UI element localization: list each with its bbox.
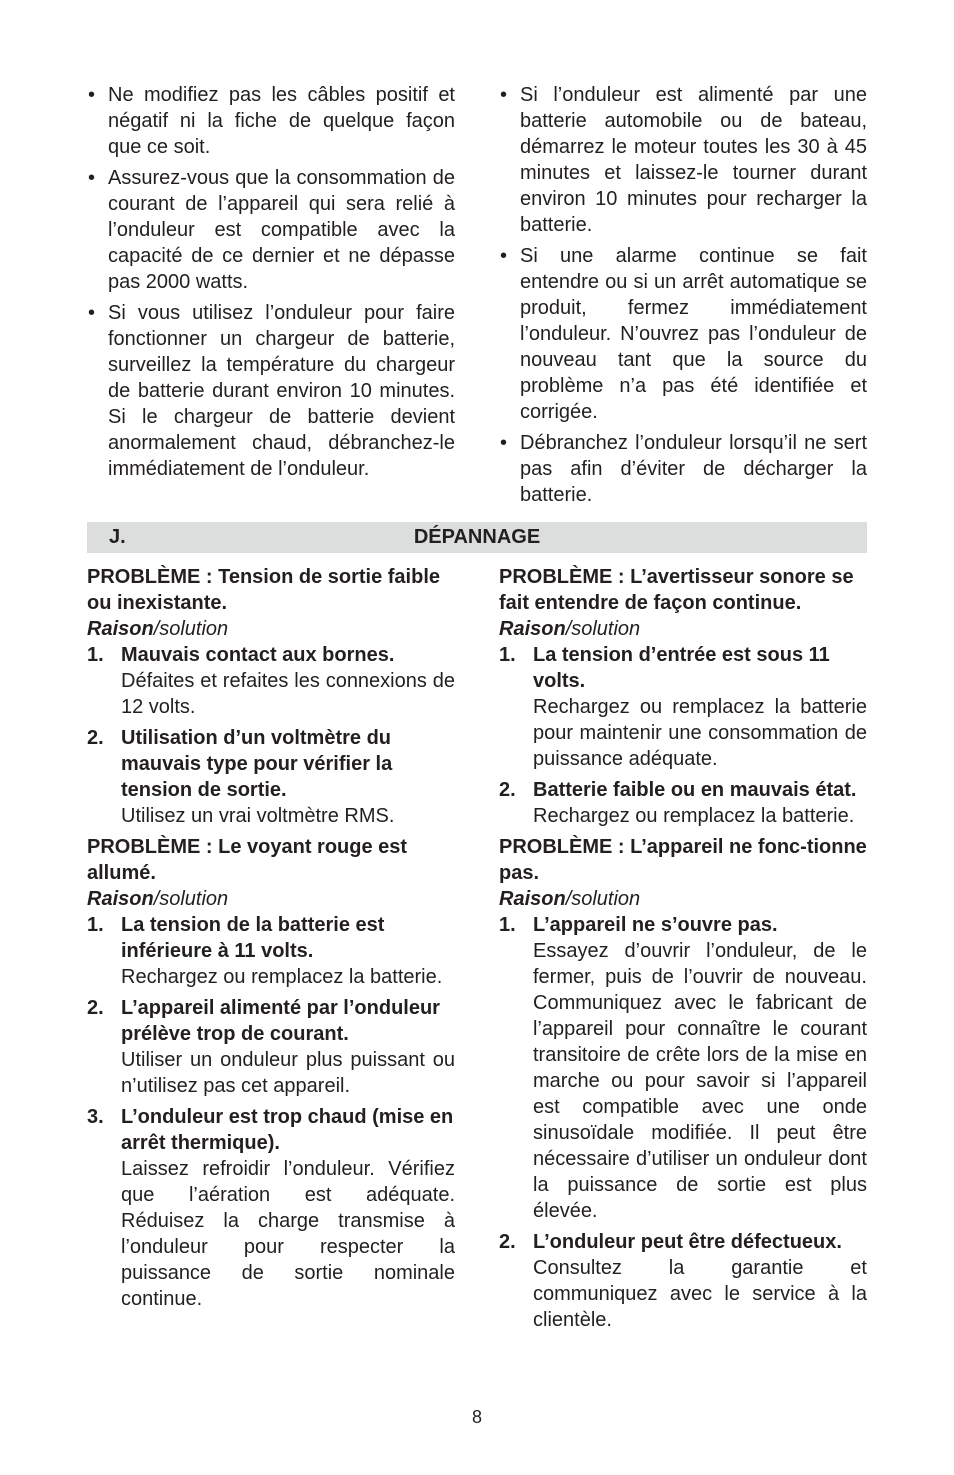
cause-solution: Rechargez ou remplacez la batterie. bbox=[121, 966, 443, 988]
reason-solution-label bbox=[499, 616, 867, 642]
bullet-item: • Débranchez l’onduleur lorsqu’il ne sert pas afin d’éviter de décharger la batterie. bbox=[499, 430, 867, 508]
cause-number: 2. bbox=[499, 1231, 516, 1253]
cause-solution: Rechargez ou remplacez la batterie pour maintenir une consommation de puissance adéquate. bbox=[533, 696, 867, 770]
bullet-item: • Si une alarme continue se fait entendre ou si un arrêt automatique se produit, fermez immédiatement l’onduleur. N’ouvrez pas l’onduleur de nouveau tant que la source du problème n’a pas été identifiée et corrigée. bbox=[499, 243, 867, 425]
reason-label: Raison bbox=[87, 888, 154, 910]
cause-solution: Consultez la garantie et communiquez avec le service à la clientèle. bbox=[533, 1257, 867, 1331]
reason-label: Raison bbox=[499, 888, 566, 910]
cause-item bbox=[87, 912, 455, 990]
problem-title: PROBLÈME : Tension de sortie faible ou inexistante. bbox=[87, 566, 441, 614]
top-left-column bbox=[87, 82, 455, 487]
problem-title: PROBLÈME : L’appareil ne fonc-tionne pas. bbox=[499, 836, 867, 884]
troubleshooting-left-column bbox=[87, 564, 455, 1317]
cause-title: L’onduleur peut être défectueux. bbox=[533, 1231, 842, 1253]
cause-title: Mauvais contact aux bornes. bbox=[121, 644, 395, 666]
solution-label: /solution bbox=[153, 888, 229, 910]
cause-item bbox=[87, 1104, 455, 1312]
cause-title: L’appareil ne s’ouvre pas. bbox=[533, 914, 778, 936]
cause-item bbox=[87, 995, 455, 1099]
cause-title: L’appareil alimenté par l’onduleur prélève trop de courant. bbox=[121, 997, 440, 1045]
cause-title: Batterie faible ou en mauvais état. bbox=[533, 779, 857, 801]
problem-block bbox=[499, 834, 867, 1333]
reason-solution-label bbox=[87, 886, 455, 912]
cause-list bbox=[87, 912, 455, 1312]
bullet-list bbox=[499, 82, 867, 508]
cause-list bbox=[499, 642, 867, 829]
cause-number: 1. bbox=[499, 914, 516, 936]
cause-title: L’onduleur est trop chaud (mise en arrêt thermique). bbox=[121, 1106, 454, 1154]
solution-label: /solution bbox=[565, 618, 641, 640]
cause-solution: Essayez d’ouvrir l’onduleur, de le fermer, puis de l’ouvrir de nouveau. Communiquez avec le fabricant de l’appareil pour connaître le courant transitoire de crête lors de la mise en marche ou pour savoir si l’appareil est compatible avec une onde sinusoïdale modifiée. Il peut être nécessaire d’utiliser un onduleur dont la puissance de sortie est plus élevée. bbox=[533, 940, 867, 1222]
cause-solution: Utiliser un onduleur plus puissant ou n’utilisez pas cet appareil. bbox=[121, 1049, 455, 1097]
problem-block bbox=[87, 834, 455, 1312]
problem-title: PROBLÈME : Le voyant rouge est allumé. bbox=[87, 836, 408, 884]
cause-number: 1. bbox=[87, 644, 104, 666]
cause-number: 2. bbox=[87, 997, 104, 1019]
solution-label: /solution bbox=[565, 888, 641, 910]
cause-list bbox=[499, 912, 867, 1333]
cause-item bbox=[499, 777, 867, 829]
section-header bbox=[87, 522, 867, 553]
cause-title: La tension d’entrée est sous 11 volts. bbox=[533, 644, 830, 692]
reason-label: Raison bbox=[499, 618, 566, 640]
cause-title: Utilisation d’un voltmètre du mauvais type pour vérifier la tension de sortie. bbox=[121, 727, 393, 801]
page-number: 8 bbox=[471, 1407, 482, 1427]
bullet-list bbox=[87, 82, 455, 482]
cause-item bbox=[499, 912, 867, 1224]
cause-solution: Laissez refroidir l’onduleur. Vérifiez que l’aération est adéquate. Réduisez la charge transmise à l’onduleur pour respecter la puissance de sortie nominale continue. bbox=[121, 1158, 455, 1310]
cause-solution: Utilisez un vrai voltmètre RMS. bbox=[121, 805, 395, 827]
bullet-item: • Si l’onduleur est alimenté par une batterie automobile ou de bateau, démarrez le moteur toutes les 30 à 45 minutes et laissez-le tourner durant environ 10 minutes pour recharger la batterie. bbox=[499, 82, 867, 238]
problem-block bbox=[499, 564, 867, 829]
bullet-item: • Assurez-vous que la consommation de courant de l’appareil qui sera relié à l’onduleur est compatible avec la capacité de ce dernier et ne dépasse pas 2000 watts. bbox=[87, 165, 455, 295]
reason-solution-label bbox=[87, 616, 455, 642]
reason-label: Raison bbox=[87, 618, 154, 640]
cause-number: 1. bbox=[499, 644, 516, 666]
cause-item bbox=[87, 642, 455, 720]
bullet-item: • Ne modifiez pas les câbles positif et négatif ni la fiche de quelque façon que ce soit. bbox=[87, 82, 455, 160]
bullet-item: • Si vous utilisez l’onduleur pour faire fonctionner un chargeur de batterie, surveillez la température du chargeur de batterie durant environ 10 minutes. Si le chargeur de batterie devient anormalement chaud, débranchez-le immédiatement de l’onduleur. bbox=[87, 300, 455, 482]
cause-number: 3. bbox=[87, 1106, 104, 1128]
solution-label: /solution bbox=[153, 618, 229, 640]
problem-block bbox=[87, 564, 455, 829]
cause-title: La tension de la batterie est inférieure à 11 volts. bbox=[121, 914, 385, 962]
top-right-column bbox=[499, 82, 867, 513]
cause-item bbox=[499, 1229, 867, 1333]
section-letter: J. bbox=[109, 526, 126, 548]
cause-number: 2. bbox=[87, 727, 104, 749]
section-title: DÉPANNAGE bbox=[413, 526, 541, 548]
reason-solution-label bbox=[499, 886, 867, 912]
cause-solution: Rechargez ou remplacez la batterie. bbox=[533, 805, 855, 827]
cause-solution: Défaites et refaites les connexions de 12 volts. bbox=[121, 670, 455, 718]
cause-list bbox=[87, 642, 455, 829]
cause-number: 2. bbox=[499, 779, 516, 801]
cause-item bbox=[87, 725, 455, 829]
troubleshooting-right-column bbox=[499, 564, 867, 1338]
problem-title: PROBLÈME : L’avertisseur sonore se fait entendre de façon continue. bbox=[499, 566, 854, 614]
cause-number: 1. bbox=[87, 914, 104, 936]
cause-item bbox=[499, 642, 867, 772]
